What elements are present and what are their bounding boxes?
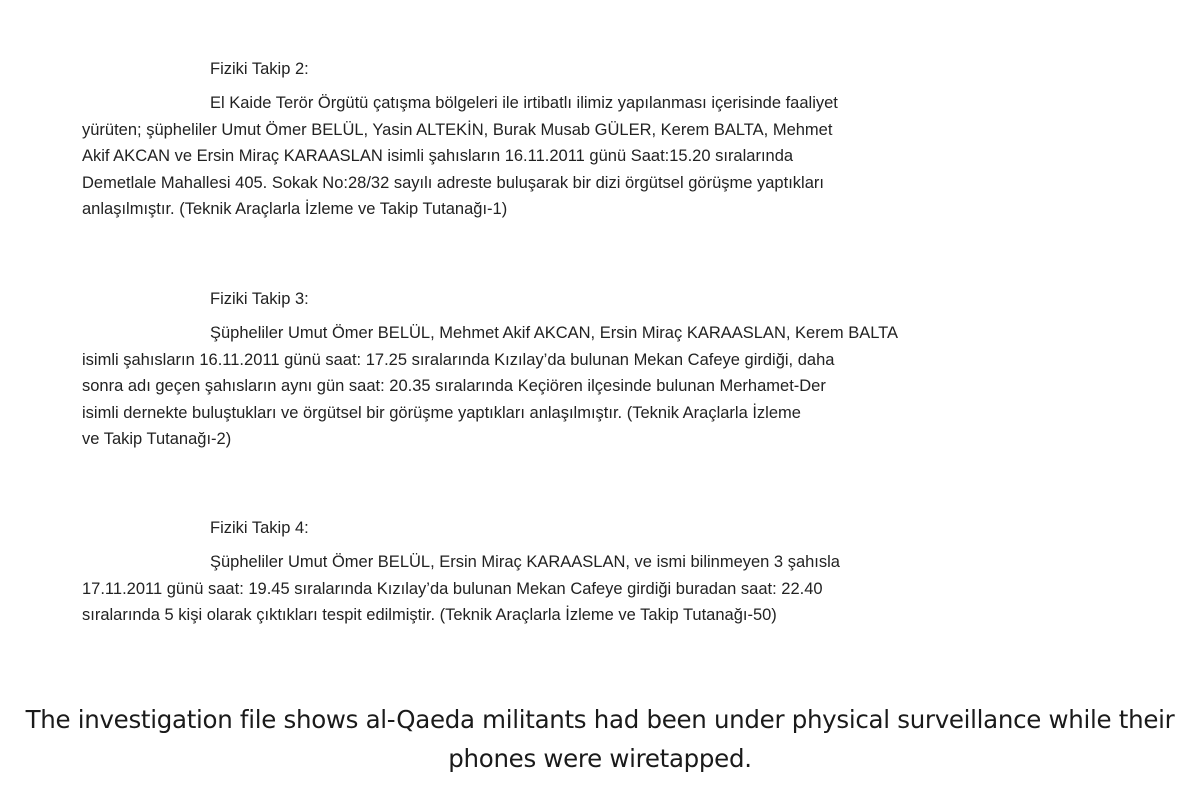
section-fiziki-takip-3 <box>82 286 996 453</box>
paragraph-line: sıralarında 5 kişi olarak çıktıkları tespit edilmiştir. (Teknik Araçlarla İzleme ve Takip Tutanağı-50) <box>82 606 777 625</box>
section-paragraph <box>82 320 996 453</box>
paragraph-line: Akif AKCAN ve Ersin Miraç KARAASLAN isimli şahısların 16.11.2011 günü Saat:15.20 sıralarında <box>82 147 794 166</box>
paragraph-line: isimli şahısların 16.11.2011 günü saat: 17.25 sıralarında Kızılay’da bulunan Mekan Cafeye girdiği, daha <box>82 350 835 369</box>
section-fiziki-takip-2 <box>82 56 996 223</box>
paragraph-line: anlaşılmıştır. (Teknik Araçlarla İzleme ve Takip Tutanağı-1) <box>82 200 508 219</box>
paragraph-line: isimli dernekte buluştukları ve örgütsel bir görüşme yaptıkları anlaşılmıştır. (Teknik Araçlarla İzleme <box>82 403 801 422</box>
caption-line: phones were wiretapped. <box>448 744 752 773</box>
paragraph-line: Şüpheliler Umut Ömer BELÜL, Mehmet Akif AKCAN, Ersin Miraç KARAASLAN, Kerem BALTA <box>210 324 899 342</box>
paragraph-line: Şüpheliler Umut Ömer BELÜL, Ersin Miraç KARAASLAN, ve ismi bilinmeyen 3 şahısla <box>210 553 840 571</box>
paragraph-line: yürüten; şüpheliler Umut Ömer BELÜL, Yasin ALTEKİN, Burak Musab GÜLER, Kerem BALTA, Mehmet <box>82 120 833 139</box>
paragraph-line: El Kaide Terör Örgütü çatışma bölgeleri ile irtibatlı ilimiz yapılanması içerisinde faaliyet <box>210 94 838 112</box>
paragraph-line: Demetlale Mahallesi 405. Sokak No:28/32 sayılı adreste buluşarak bir dizi örgütsel görüşme yaptıkları <box>82 173 824 192</box>
section-heading: Fiziki Takip 4: <box>210 519 309 537</box>
section-heading: Fiziki Takip 2: <box>210 60 309 78</box>
paragraph-line: sonra adı geçen şahısların aynı gün saat: 20.35 sıralarında Keçiören ilçesinde bulunan Merhamet-Der <box>82 377 826 396</box>
section-paragraph <box>82 549 996 629</box>
image-caption <box>0 700 1200 778</box>
paragraph-line: 17.11.2011 günü saat: 19.45 sıralarında Kızılay’da bulunan Mekan Cafeye girdiği buradan saat: 22.40 <box>82 579 823 598</box>
caption-line: The investigation file shows al-Qaeda militants had been under physical surveillance while their <box>25 705 1175 734</box>
section-paragraph <box>82 90 996 223</box>
paragraph-line: ve Takip Tutanağı-2) <box>82 430 232 449</box>
section-heading: Fiziki Takip 3: <box>210 290 309 308</box>
section-fiziki-takip-4 <box>82 515 996 629</box>
